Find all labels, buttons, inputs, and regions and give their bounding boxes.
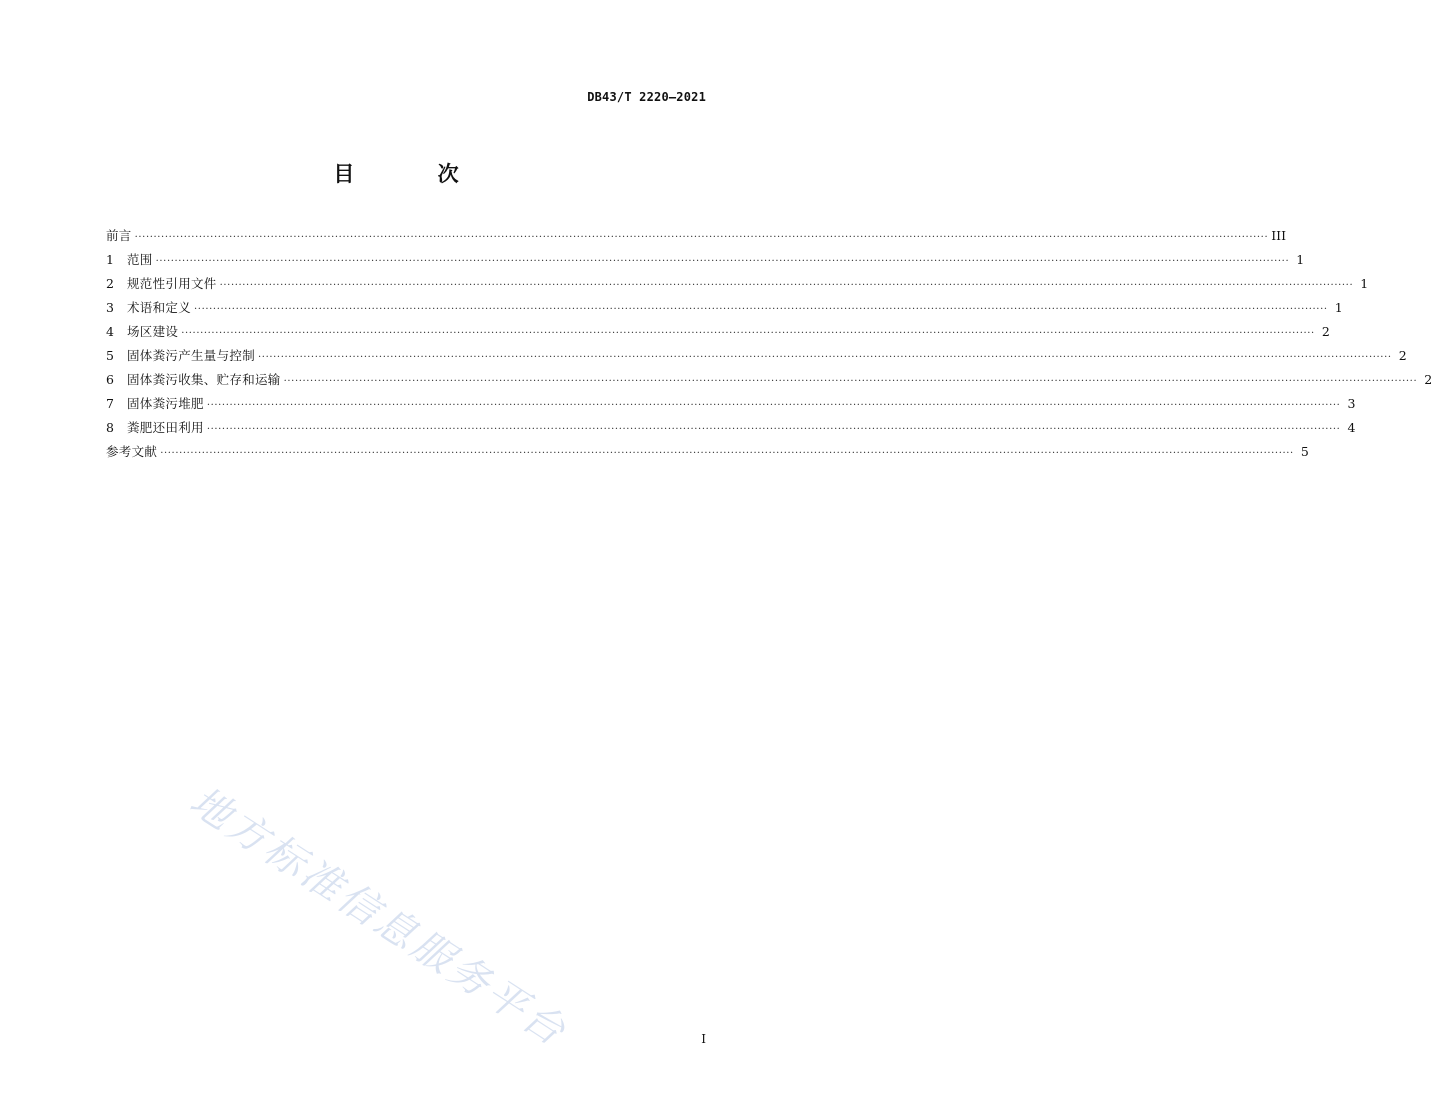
toc-entry-number: 7 [106, 396, 114, 411]
toc-entry-bibliography[interactable] [106, 440, 1309, 464]
toc-entry-page: 2 [1424, 372, 1432, 387]
page-number: I [701, 1032, 706, 1046]
dot-leader: ············································································································································································································································································································ [219, 280, 1354, 291]
toc-entry-page: 3 [1347, 396, 1356, 411]
toc-entry-label: 固体粪污堆肥 [127, 396, 204, 411]
toc-entry-number: 3 [106, 300, 114, 315]
toc-entry-site-construction[interactable] [106, 320, 1330, 344]
toc-entry-page: 1 [1360, 276, 1369, 291]
toc-entry-label: 粪肥还田利用 [127, 420, 204, 435]
toc-entry-label: 范围 [127, 252, 153, 267]
dot-leader: ············································································································································································································································································································ [155, 256, 1290, 267]
dot-leader: ············································································································································································································································································································ [194, 304, 1328, 315]
toc-entry-label: 场区建设 [127, 324, 179, 339]
toc-entry-foreword[interactable] [106, 224, 1287, 248]
toc-entry-page: 2 [1321, 324, 1330, 339]
table-of-contents [106, 224, 1432, 464]
toc-entry-label: 规范性引用文件 [127, 276, 217, 291]
toc-entry-page: III [1271, 228, 1287, 243]
toc-entry-label: 参考文献 [106, 444, 158, 459]
toc-entry-page: 1 [1296, 252, 1305, 267]
toc-entry-normative-references[interactable] [106, 272, 1369, 296]
toc-entry-number: 2 [106, 276, 114, 291]
toc-entry-number: 4 [106, 324, 114, 339]
dot-leader: ············································································································································································································································································································ [206, 424, 1341, 435]
toc-entry-scope[interactable] [106, 248, 1305, 272]
toc-entry-number: 8 [106, 420, 114, 435]
dot-leader: ············································································································································································································································································································ [258, 352, 1392, 363]
toc-entry-page: 1 [1334, 300, 1343, 315]
toc-entry-label: 固体粪污收集、贮存和运输 [127, 372, 281, 387]
page-title: 目 次 [333, 162, 497, 186]
dot-leader: ············································································································································································································································································································ [283, 376, 1418, 387]
toc-entry-number: 5 [106, 348, 114, 363]
dot-leader: ············································································································································································································································································································ [206, 400, 1341, 411]
toc-entry-label: 前言 [106, 228, 132, 243]
toc-entry-manure-collection-storage[interactable] [106, 368, 1432, 392]
document-code: DB43/T 2220—2021 [587, 90, 706, 104]
toc-entry-label: 固体粪污产生量与控制 [127, 348, 256, 363]
dot-leader: ············································································································································································································································································································ [134, 232, 1269, 243]
toc-entry-manure-composting[interactable] [106, 392, 1356, 416]
toc-entry-number: 6 [106, 372, 114, 387]
watermark: 地方标准信息服务平台 [181, 778, 576, 1057]
toc-entry-number: 1 [106, 252, 114, 267]
toc-entry-page: 4 [1347, 420, 1356, 435]
dot-leader: ············································································································································································································································································································ [160, 448, 1294, 459]
toc-entry-label: 术语和定义 [127, 300, 192, 315]
toc-entry-terms-definitions[interactable] [106, 296, 1343, 320]
toc-entry-page: 2 [1398, 348, 1407, 363]
dot-leader: ············································································································································································································································································································ [181, 328, 1315, 339]
toc-entry-page: 5 [1300, 444, 1309, 459]
toc-entry-manure-generation-control[interactable] [106, 344, 1407, 368]
toc-entry-field-application[interactable] [106, 416, 1356, 440]
